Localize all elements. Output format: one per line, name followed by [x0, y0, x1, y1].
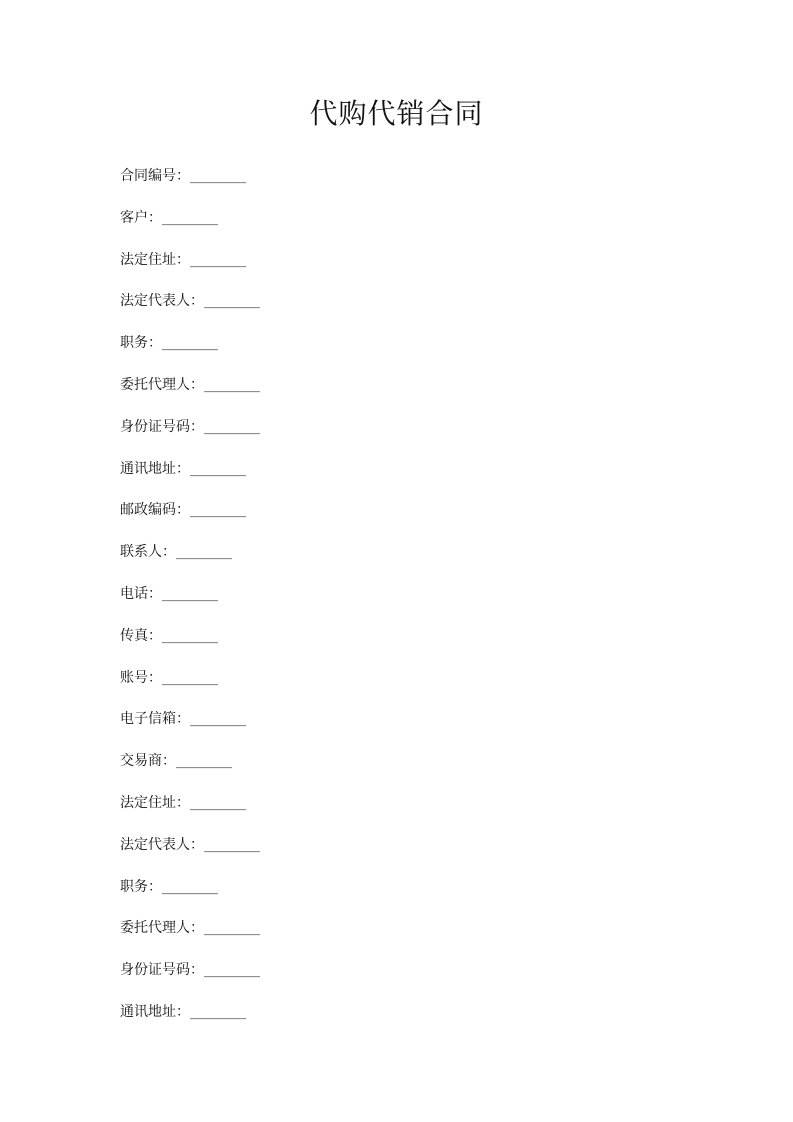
field-contract-number: 合同编号：________: [120, 168, 246, 184]
field-client-position: 职务：________: [120, 335, 218, 352]
field-client-legal-representative: 法定代表人：________: [120, 293, 260, 310]
field-email: 电子信箱：________: [120, 711, 246, 728]
field-dealer-authorized-agent: 委托代理人：________: [120, 920, 260, 937]
document-title: 代购代销合同: [309, 97, 484, 130]
field-client-legal-address: 法定住址：________: [120, 251, 246, 268]
field-client-authorized-agent: 委托代理人：________: [120, 376, 260, 393]
field-dealer-mailing-address: 通讯地址：________: [120, 1003, 246, 1020]
field-dealer-position: 职务：________: [120, 878, 218, 895]
field-postal-code: 邮政编码：________: [120, 502, 246, 519]
field-dealer-legal-representative: 法定代表人：________: [120, 836, 260, 853]
field-contact-person: 联系人：________: [120, 544, 232, 561]
field-account-number: 账号：________: [120, 669, 218, 686]
field-dealer-id-number: 身份证号码：________: [120, 962, 260, 979]
field-dealer: 交易商：________: [120, 753, 232, 770]
field-fax: 传真：________: [120, 627, 218, 644]
contract-fields: [120, 165, 680, 1043]
field-phone: 电话：________: [120, 585, 218, 602]
field-client-id-number: 身份证号码：________: [120, 418, 260, 435]
field-dealer-legal-address: 法定住址：________: [120, 794, 246, 811]
field-client-mailing-address: 通讯地址：________: [120, 460, 246, 477]
field-client: 客户：________: [120, 209, 218, 226]
